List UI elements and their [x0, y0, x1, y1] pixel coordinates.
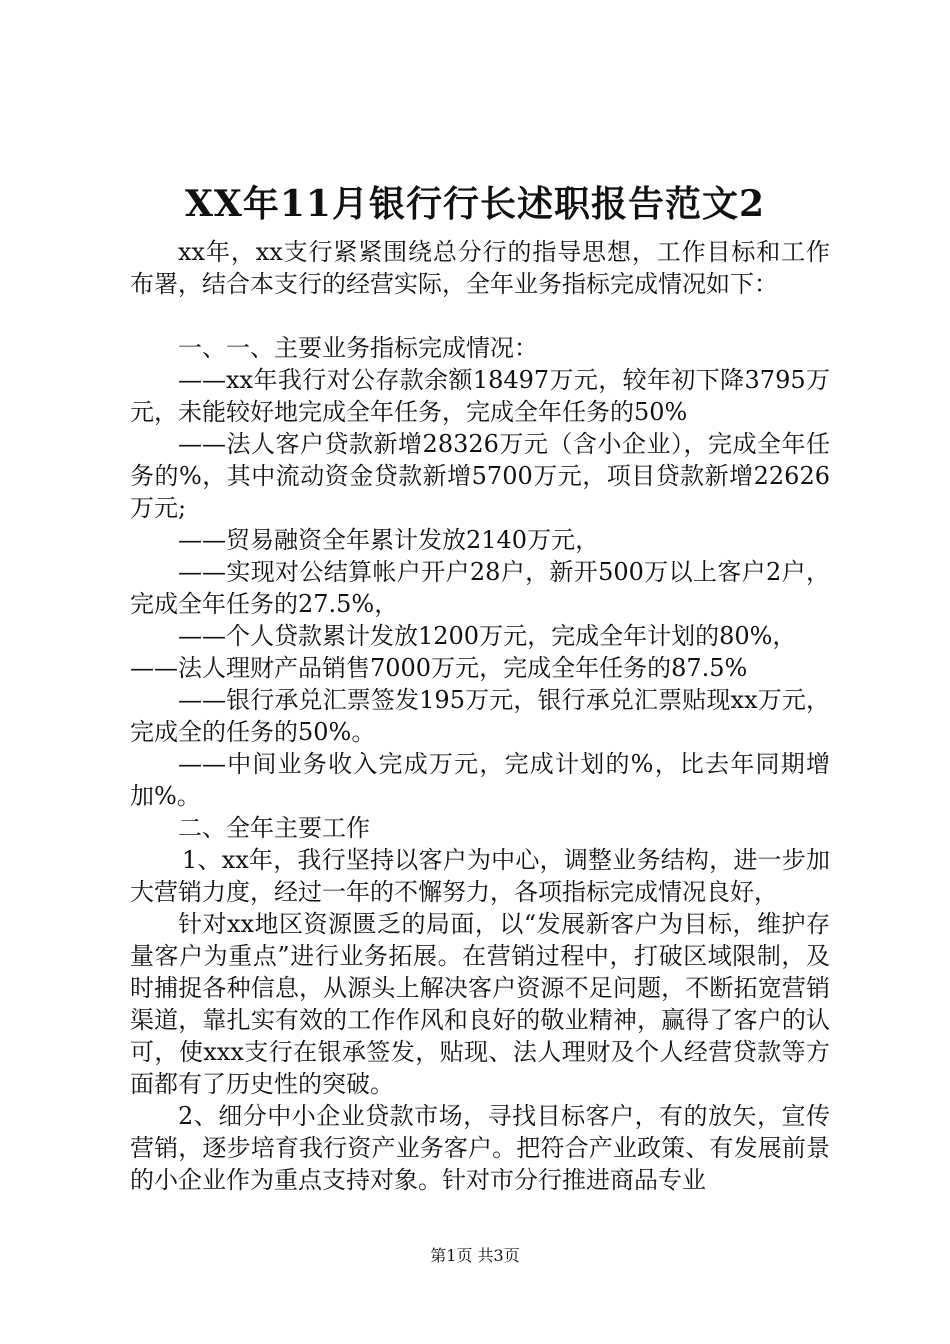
list-item-intermediary-income: ——中间业务收入完成万元，完成计划的%，比去年同期增加%。 — [130, 750, 830, 810]
page-footer: 第1页 共3页 — [430, 1246, 520, 1265]
paragraph-intro: xx年，xx支行紧紧围绕总分行的指导思想，工作目标和工作布署，结合本支行的经营实际，全年业务指标完成情况如下： — [130, 238, 830, 298]
list-item-acceptance-bills: ——银行承兑汇票签发195万元，银行承兑汇票贴现xx万元，完成全的任务的50%。 — [130, 686, 830, 746]
list-item-personal-loans: ——个人贷款累计发放1200万元，完成全年计划的80%， — [178, 622, 797, 650]
paragraph-gap — [130, 300, 830, 332]
list-item-deposits: ——xx年我行对公存款余额18497万元，较年初下降3795万元，未能较好地完成全年任务，完成全年任务的50% — [130, 366, 830, 426]
list-item-trade-finance: ——贸易融资全年累计发放2140万元， — [178, 526, 600, 554]
paragraph-work-1: 1、xx年，我行坚持以客户为中心，调整业务结构，进一步加大营销力度，经过一年的不懈努力，各项指标完成情况良好， — [130, 846, 830, 906]
paragraph-work-2: 2、细分中小企业贷款市场，寻找目标客户，有的放矢，宣传营销，逐步培育我行资产业务客户。把符合产业政策、有发展前景的小企业作为重点支持对象。针对市分行推进商品专业 — [130, 1102, 830, 1194]
section-heading-1: 一、一、主要业务指标完成情况： — [178, 334, 538, 362]
document-body — [130, 236, 830, 1196]
list-item-wealth-products: ——法人理财产品销售7000万元，完成全年任务的87.5% — [130, 654, 748, 682]
paragraph-work-1-detail: 针对xx地区资源匮乏的局面，以“发展新客户为目标，维护存量客户为重点”进行业务拓展。在营销过程中，打破区域限制，及时捕捉各种信息，从源头上解决客户资源不足问题，不断拓宽营销渠道，靠扎实有效的工作作风和良好的敬业精神，赢得了客户的认可，使xxx支行在银承签发，贴现、法人理财及个人经营贷款等方面都有了历史性的突破。 — [130, 910, 830, 1098]
list-item-corporate-loans: ——法人客户贷款新增28326万元（含小企业），完成全年任务的%，其中流动资金贷款新增5700万元，项目贷款新增22626万元; — [130, 430, 830, 522]
document-title: XX年11月银行行长述职报告范文2 — [184, 183, 765, 225]
section-heading-2: 二、全年主要工作 — [178, 814, 370, 842]
list-item-settlement-accounts: ——实现对公结算帐户开户28户，新开500万以上客户2户，完成全年任务的27.5%， — [130, 558, 830, 618]
